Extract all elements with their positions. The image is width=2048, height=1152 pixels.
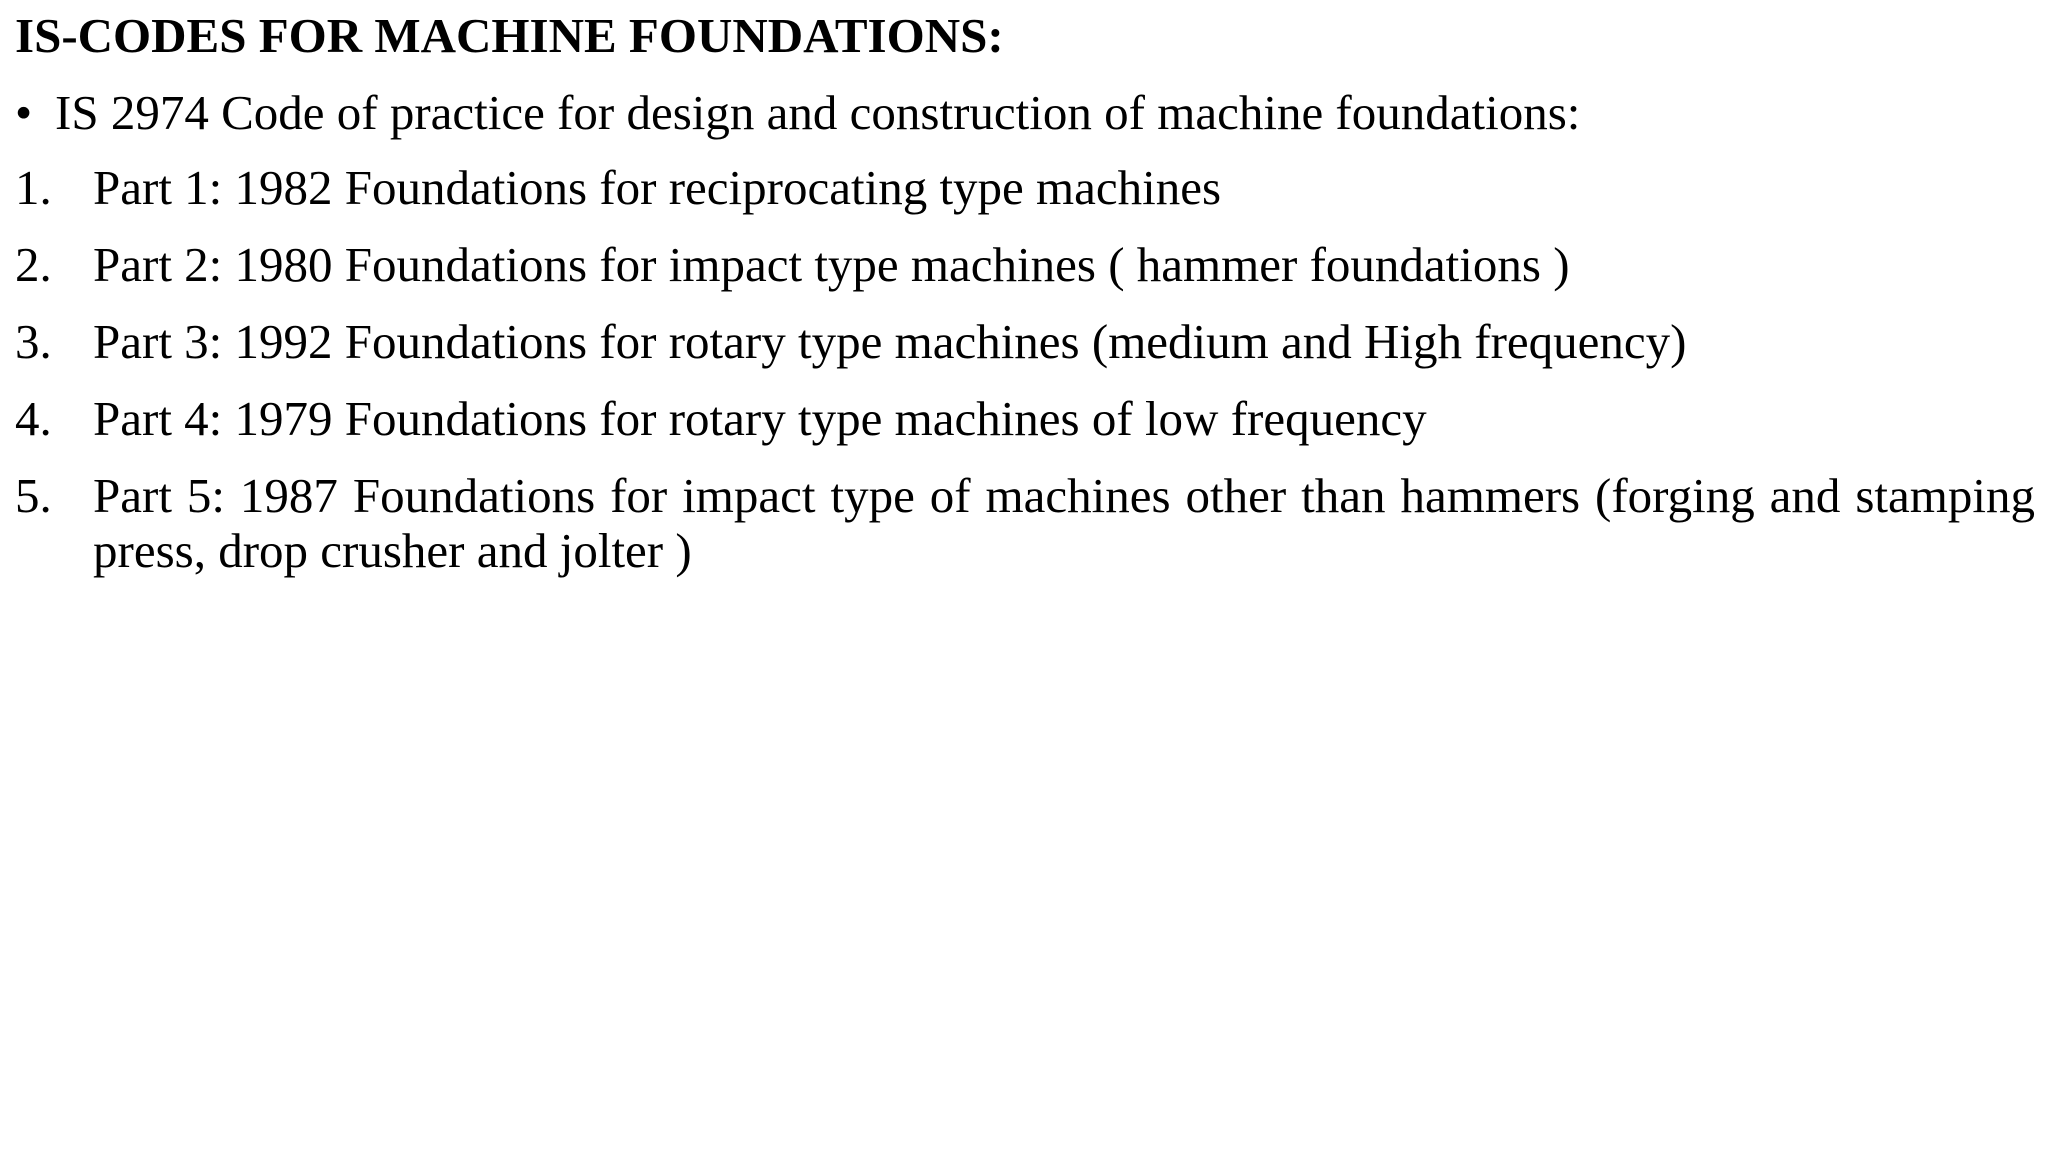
list-item [15, 237, 2035, 292]
list-item-text: Part 5: 1987 Foundations for impact type of machines other than hammers (forging and stamping press, drop crusher and jolter ) [93, 468, 2035, 578]
list-item [15, 314, 2035, 369]
list-item-number: 4. [15, 391, 52, 446]
list-item-text: Part 3: 1992 Foundations for rotary type machines (medium and High frequency) [93, 314, 1687, 369]
slide-title: IS-CODES FOR MACHINE FOUNDATIONS: [15, 8, 1004, 63]
list-item-number: 5. [15, 468, 52, 523]
list-item [15, 160, 2035, 215]
parts-list [15, 160, 2035, 600]
list-item-text: Part 2: 1980 Foundations for impact type machines ( hammer foundations ) [93, 237, 1570, 292]
bullet-marker: • [15, 85, 33, 140]
bullet-text: IS 2974 Code of practice for design and construction of machine foundations: [55, 85, 1581, 140]
list-item-number: 2. [15, 237, 52, 292]
list-item-number: 3. [15, 314, 52, 369]
list-item-text: Part 1: 1982 Foundations for reciprocating type machines [93, 160, 1222, 215]
list-item [15, 468, 2035, 578]
list-item-number: 1. [15, 160, 52, 215]
list-item [15, 391, 2035, 446]
list-item-text: Part 4: 1979 Foundations for rotary type machines of low frequency [93, 391, 1427, 446]
bullet-item [15, 83, 1580, 143]
